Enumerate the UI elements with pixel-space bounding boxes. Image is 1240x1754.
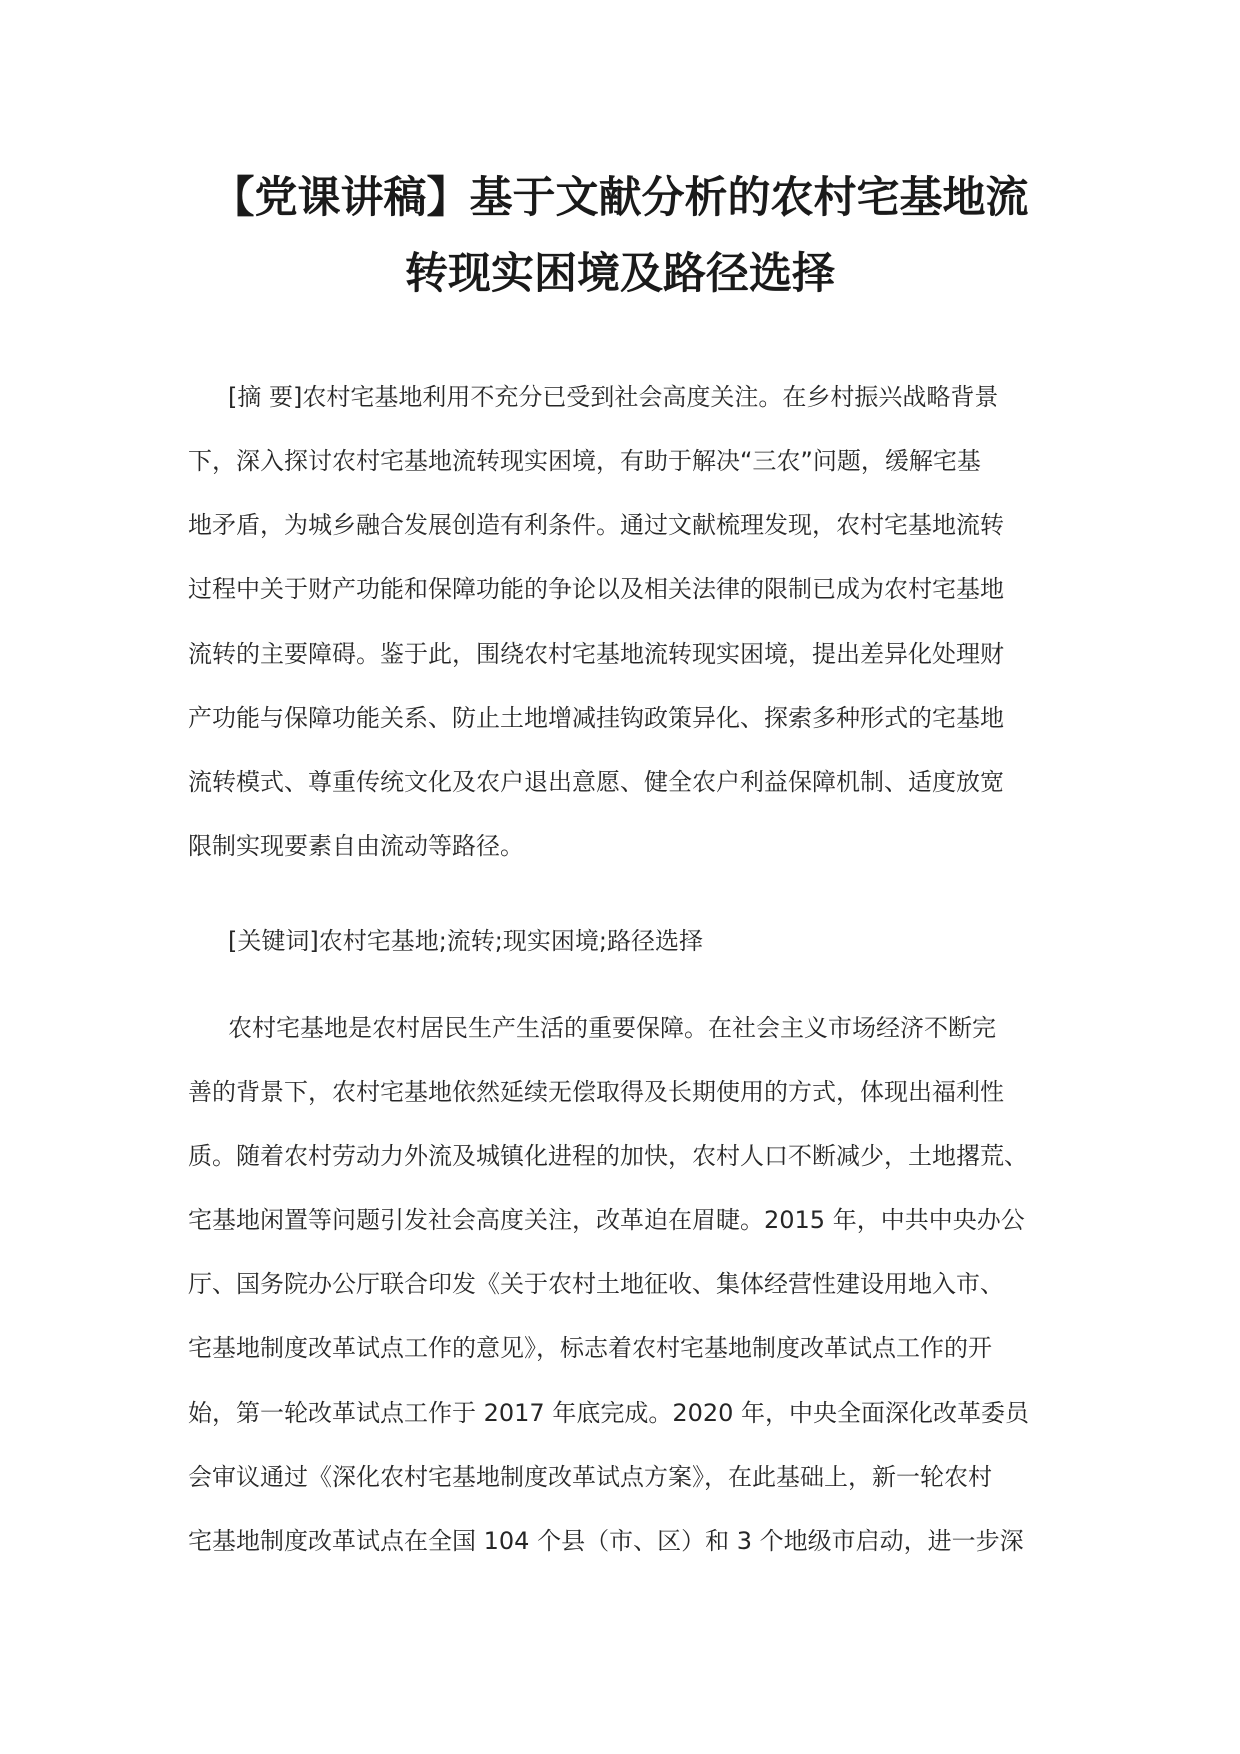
abstract-line: 地矛盾，为城乡融合发展创造有利条件。通过文献梳理发现，农村宅基地流转 — [188, 511, 1004, 539]
abstract-line: 流转的主要障碍。鉴于此，围绕农村宅基地流转现实困境，提出差异化处理财 — [188, 640, 1004, 668]
title-line: 转现实困境及路径选择 — [405, 249, 835, 299]
body-line: 宅基地制度改革试点在全国 104 个县（市、区）和 3 个地级市启动，进一步深 — [188, 1527, 1024, 1555]
abstract-line: 过程中关于财产功能和保障功能的争论以及相关法律的限制已成为农村宅基地 — [188, 575, 1004, 603]
document-title — [150, 160, 1090, 312]
body-line: 始，第一轮改革试点工作于 2017 年底完成。2020 年，中央全面深化改革委员 — [188, 1399, 1030, 1427]
body-line: 厅、国务院办公厅联合印发《关于农村土地征收、集体经营性建设用地入市、 — [188, 1270, 1004, 1298]
body-line: 善的背景下，农村宅基地依然延续无偿取得及长期使用的方式，体现出福利性 — [188, 1078, 1004, 1106]
abstract-line: 限制实现要素自由流动等路径。 — [188, 832, 524, 860]
abstract-line: [摘 要]农村宅基地利用不充分已受到社会高度关注。在乡村振兴战略背景 — [228, 383, 999, 411]
body-line: 宅基地闲置等问题引发社会高度关注，改革迫在眉睫。2015 年，中共中央办公 — [188, 1206, 1025, 1234]
body-line: 宅基地制度改革试点工作的意见》，标志着农村宅基地制度改革试点工作的开 — [188, 1334, 992, 1362]
body-line: 质。随着农村劳动力外流及城镇化进程的加快，农村人口不断减少，土地撂荒、 — [188, 1142, 1028, 1170]
abstract-line: 产功能与保障功能关系、防止土地增减挂钩政策异化、探索多种形式的宅基地 — [188, 704, 1004, 732]
abstract-line: 下，深入探讨农村宅基地流转现实困境，有助于解决“三农”问题，缓解宅基 — [188, 447, 981, 475]
keywords-line: [关键词]农村宅基地;流转;现实困境;路径选择 — [228, 927, 703, 955]
abstract-line: 流转模式、尊重传统文化及农户退出意愿、健全农户利益保障机制、适度放宽 — [188, 768, 1004, 796]
title-line: 【党课讲稿】基于文献分析的农村宅基地流 — [211, 173, 1029, 223]
body-line: 农村宅基地是农村居民生产生活的重要保障。在社会主义市场经济不断完 — [228, 1014, 996, 1042]
body-line: 会审议通过《深化农村宅基地制度改革试点方案》，在此基础上，新一轮农村 — [188, 1463, 992, 1491]
